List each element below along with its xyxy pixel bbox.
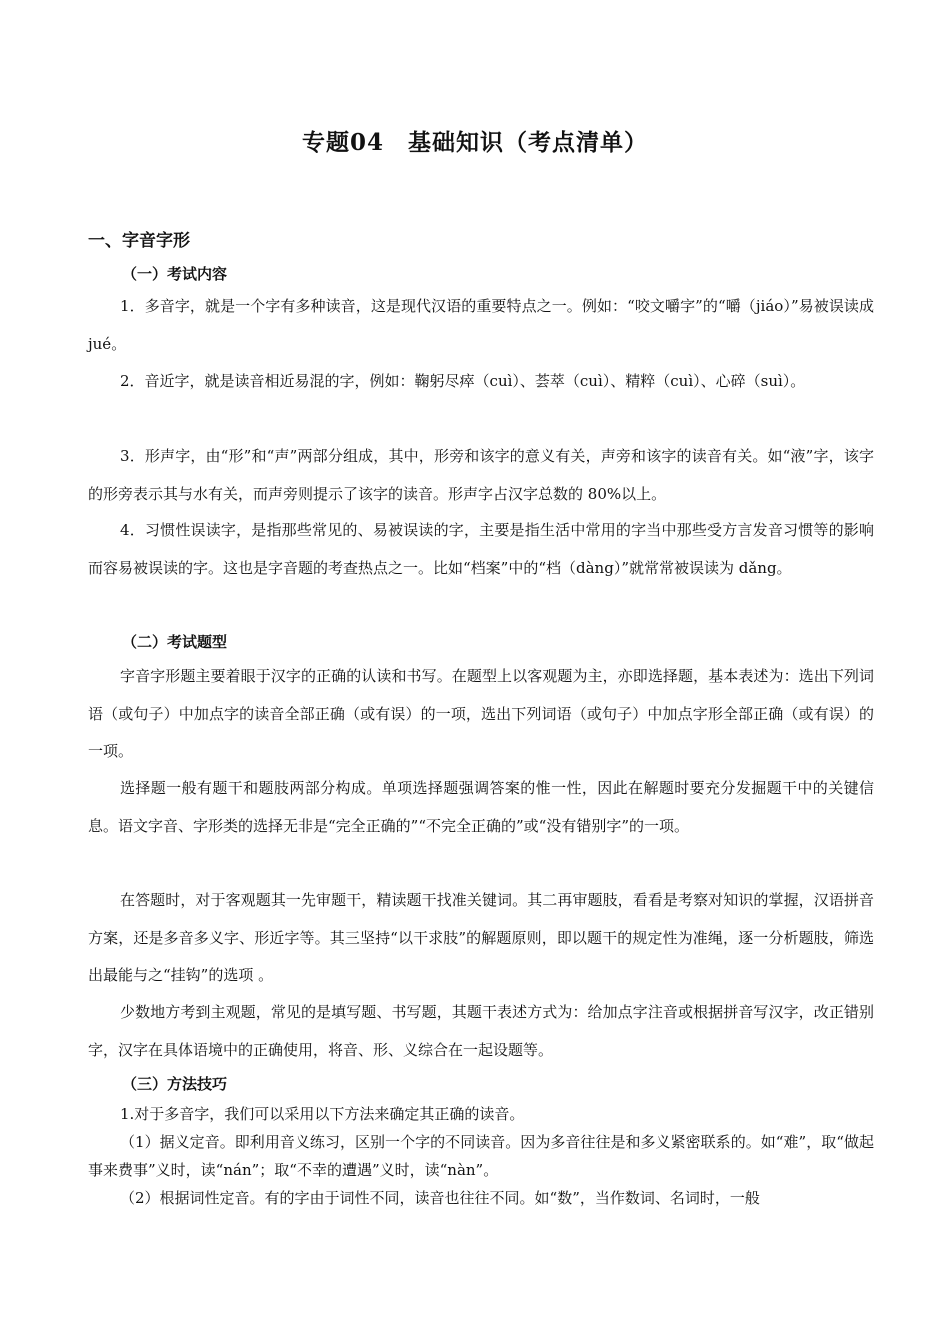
subsection-heading-content: （一）考试内容 xyxy=(122,265,228,283)
subsection-heading-question-types: （二）考试题型 xyxy=(122,633,228,651)
paragraph-question-types-intro: 字音字形题主要着眼于汉字的正确的认读和书写。在题型上以客观题为主，亦即选择题，基本表述为：选出下列词语（或句子）中加点字的读音全部正确（或有误）的一项，选出下列词语（或句子）中加点字形全部正确（或有误）的一项。 xyxy=(88,667,874,760)
paragraph-similar-sound: 2．音近字，就是读音相近易混的字，例如：鞠躬尽瘁（cuì）、荟萃（cuì）、精粹（cuì）、心碎（suì）。 xyxy=(120,372,806,390)
paragraph-choice-structure: 选择题一般有题干和题肢两部分构成。单项选择题强调答案的惟一性，因此在解题时要充分发掘题干中的关键信息。语文字音、字形类的选择无非是“完全正确的”“不完全正确的”或“没有错别字”的一项。 xyxy=(88,779,874,835)
section-heading: 一、字音字形 xyxy=(88,231,190,251)
paragraph-habitual-misreading: 4．习惯性误读字，是指那些常见的、易被误读的字，主要是指生活中常用的字当中那些受方言发音习惯等的影响而容易被误读的字。这也是字音题的考查热点之一。比如“档案”中的“档（dàng）”就常常被误读为 dǎng。 xyxy=(88,521,874,577)
page-title: 专题04 基础知识（考点清单） xyxy=(301,129,648,156)
paragraph-answering-method: 在答题时，对于客观题其一先审题干，精读题干找准关键词。其二再审题肢，看看是考察对知识的掌握，汉语拼音方案，还是多音多义字、形近字等。其三坚持“以干求肢”的解题原则，即以题干的规定性为准绳，逐一分析题肢，筛选出最能与之“挂钩”的选项 。 xyxy=(88,891,874,984)
paragraph-polyphone: 1．多音字，就是一个字有多种读音，这是现代汉语的重要特点之一。例如：“咬文嚼字”的“嚼（jiáo）”易被误读成 jué。 xyxy=(88,297,874,353)
paragraph-polyphone-methods: 1.对于多音字，我们可以采用以下方法来确定其正确的读音。 xyxy=(120,1105,525,1123)
subsection-heading-techniques: （三）方法技巧 xyxy=(122,1075,228,1093)
paragraph-part-of-speech: （2）根据词性定音。有的字由于词性不同，读音也往往不同。如“数”，当作数词、名词时，一般 xyxy=(120,1189,760,1207)
paragraph-phonetic-compound: 3．形声字，由“形”和“声”两部分组成，其中，形旁和该字的意义有关，声旁和该字的读音有关。如“液”字，该字的形旁表示其与水有关，而声旁则提示了该字的读音。形声字占汉字总数的 80%以上。 xyxy=(88,447,874,503)
paragraph-meaning-based: （1）据义定音。即利用音义练习，区别一个字的不同读音。因为多音往往是和多义紧密联系的。如“难”，取“做起事来费事”义时，读“nán”；取“不幸的遭遇”义时，读“nàn”。 xyxy=(88,1133,874,1179)
paragraph-subjective-questions: 少数地方考到主观题，常见的是填写题、书写题，其题干表述方式为：给加点字注音或根据拼音写汉字，改正错别字，汉字在具体语境中的正确使用，将音、形、义综合在一起设题等。 xyxy=(88,1003,874,1059)
